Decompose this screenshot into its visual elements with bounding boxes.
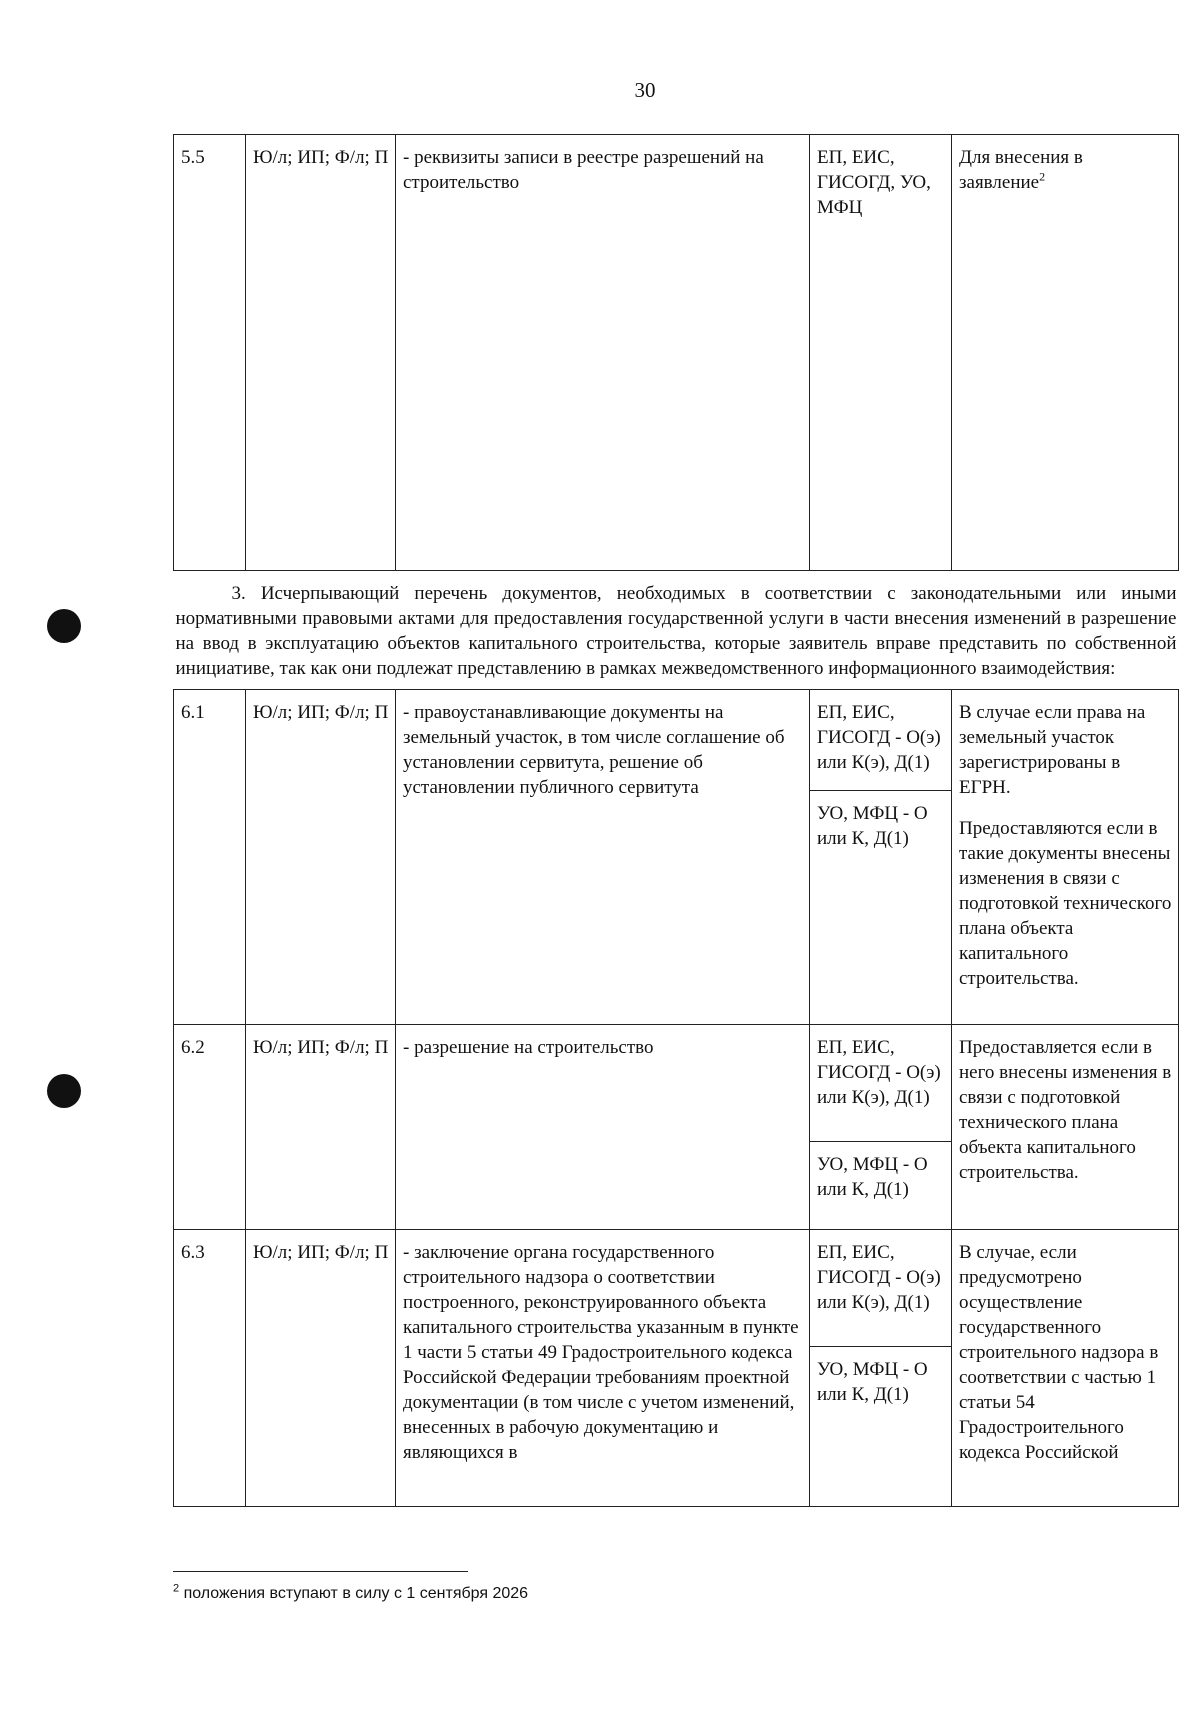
note-text: Для внесения в заявление: [959, 147, 1083, 193]
row-number: 6.2: [174, 1025, 246, 1230]
binder-hole-bottom: [47, 1074, 81, 1108]
table-row-5-5: [174, 135, 1179, 571]
section-3-paragraph: 3. Исчерпывающий перечень документов, необходимых в соответствии с законодательными или иными нормативными правовыми актами для предоставления государственной услуги в части внесения изменений в разрешение на ввод в эксплуатацию объектов капитального строительства, которые заявитель вправе представить по собственной инициативе, так как они подлежат представлению в рамках межведомственного информационного взаимодействия:: [175, 583, 1177, 679]
row-number: 6.1: [174, 690, 246, 1025]
footnote: [173, 1582, 529, 1603]
footnote-rule: [173, 1571, 468, 1572]
table-row-6-3: [174, 1230, 1179, 1507]
source-cell: [810, 1025, 952, 1230]
note-cell: В случае, если предусмотрено осуществление государственного строительного надзора в соответствии с частью 1 статьи 54 Градостроительного кодекса Российской: [952, 1230, 1179, 1507]
section-3-text: [174, 571, 1179, 690]
section-3-row: [174, 571, 1179, 690]
footnote-text: положения вступают в силу с 1 сентября 2026: [179, 1585, 529, 1602]
document-cell: - разрешение на строительство: [396, 1025, 810, 1230]
page-number: 30: [634, 78, 656, 102]
applicant-cell: Ю/л; ИП; Ф/л; П: [246, 690, 396, 1025]
document-cell: - правоустанавливающие документы на земельный участок, в том числе соглашение об установлении сервитута, решение об установлении публичного сервитута: [396, 690, 810, 1025]
applicant-cell: Ю/л; ИП; Ф/л; П: [246, 135, 396, 571]
source-electronic: ЕП, ЕИС, ГИСОГД - О(э) или К(э), Д(1): [810, 1230, 951, 1347]
binder-hole-top: [47, 609, 81, 643]
document-cell: - заключение органа государственного строительного надзора о соответствии построенного, реконструированного объекта капитального строительства указанным в пункте 1 части 5 статьи 49 Градостроительного кодекса Российской Федерации требованиям проектной документации (в том числе с учетом изменений, внесенных в рабочую документацию и являющихся в: [396, 1230, 810, 1507]
source-cell: [810, 690, 952, 1025]
footnote-marker: 2: [173, 1582, 180, 1595]
note-bottom: Предоставляются если в такие документы внесены изменения в связи с подготовкой технического плана объекта капитального строительства.: [959, 818, 1172, 989]
applicant-cell: Ю/л; ИП; Ф/л; П: [246, 1230, 396, 1507]
source-cell: ЕП, ЕИС, ГИСОГД, УО, МФЦ: [810, 135, 952, 571]
note-top: В случае если права на земельный участок зарегистрированы в ЕГРН.: [959, 702, 1146, 798]
source-paper: УО, МФЦ - О или К, Д(1): [817, 1154, 928, 1200]
source-electronic: ЕП, ЕИС, ГИСОГД - О(э) или К(э), Д(1): [810, 690, 951, 791]
source-cell: [810, 1230, 952, 1507]
table-row-6-2: [174, 1025, 1179, 1230]
source-electronic: ЕП, ЕИС, ГИСОГД - О(э) или К(э), Д(1): [810, 1025, 951, 1142]
document-table: [173, 134, 1179, 1507]
row-number: 5.5: [174, 135, 246, 571]
source-paper: УО, МФЦ - О или К, Д(1): [817, 803, 928, 849]
source-paper: УО, МФЦ - О или К, Д(1): [817, 1359, 928, 1405]
note-cell: Предоставляется если в него внесены изменения в связи с подготовкой технического плана объекта капитального строительства.: [952, 1025, 1179, 1230]
table-row-6-1: [174, 690, 1179, 1025]
document-cell: - реквизиты записи в реестре разрешений на строительство: [396, 135, 810, 571]
footnote-ref: 2: [1039, 169, 1046, 184]
applicant-cell: Ю/л; ИП; Ф/л; П: [246, 1025, 396, 1230]
note-cell: [952, 690, 1179, 1025]
note-cell: [952, 135, 1179, 571]
row-number: 6.3: [174, 1230, 246, 1507]
